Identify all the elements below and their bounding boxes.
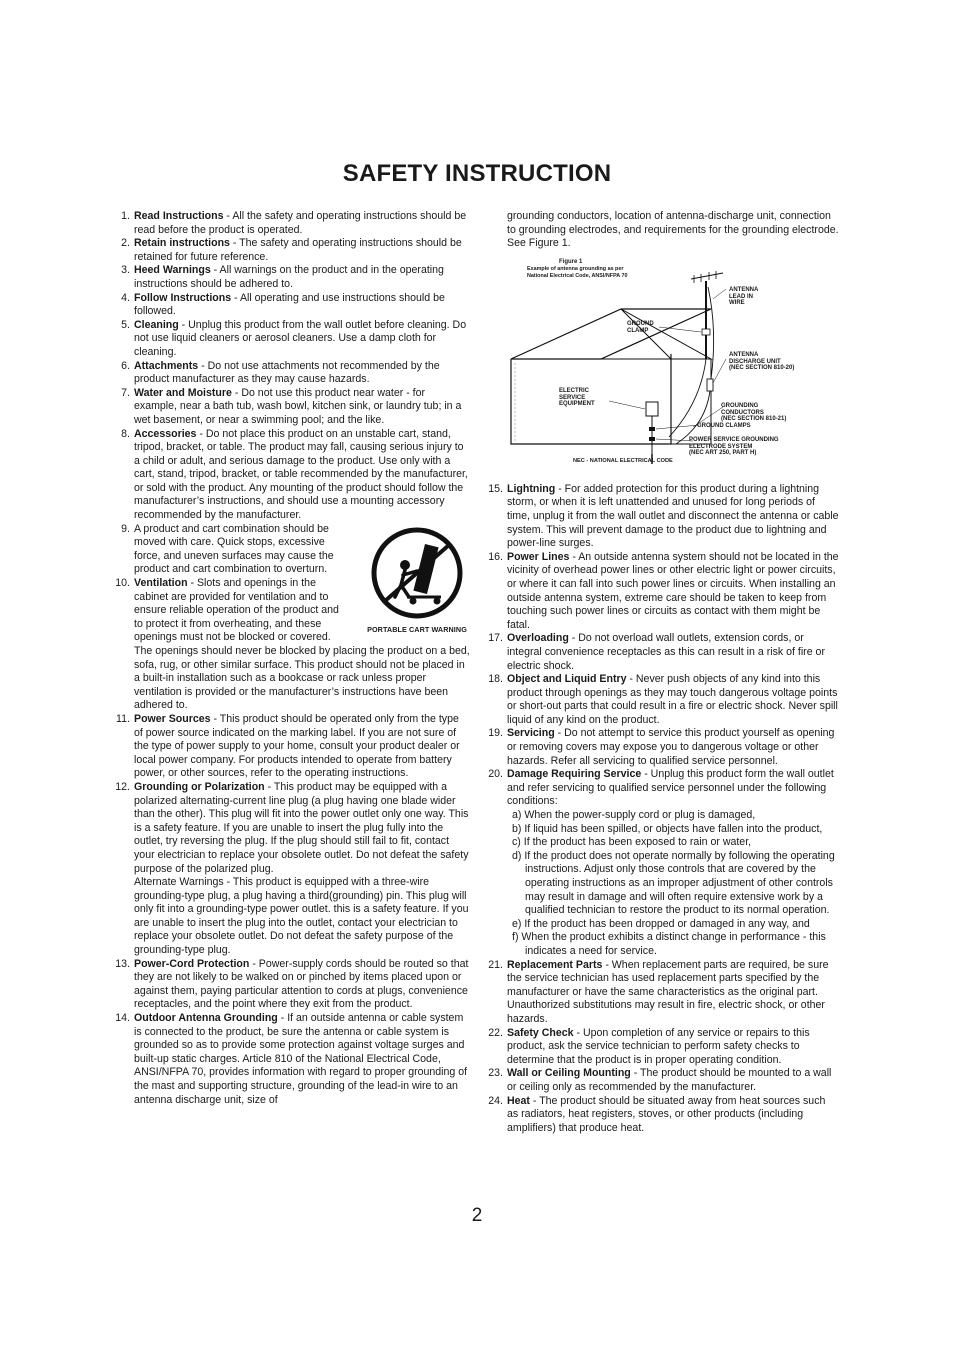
condition-item: b) If liquid has been spilled, or objects have fallen into the product, [512, 822, 823, 835]
label-discharge-unit: ANTENNA DISCHARGE UNIT (NEC SECTION 810-20) [729, 351, 795, 372]
label-ground-clamp: GROUND CLAMP [627, 320, 654, 334]
condition-item: f) When the product exhibits a distinct change in performance - this indicates a need for service. [512, 931, 826, 957]
label-nec: NEC - NATIONAL ELECTRICAL CODE [573, 457, 673, 464]
condition-item: a) When the power-supply cord or plug is damaged, [512, 809, 756, 822]
condition-item: d) If the product does not operate normally by following the operating instructions. Adjust only those controls that are covered by the operating instructions as an improper adjustment of other controls may result in damage and will often require extensive work by a qualified technician to restore the product to its normal operation. [512, 849, 835, 917]
label-electric-service: ELECTRIC SERVICE EQUIPMENT [559, 387, 595, 408]
instruction-item: 17. Overloading - Do not overload wall outlets, extension cords, or integral convenience receptacles as this can result in a risk of fire or electric shock. [488, 632, 825, 672]
instruction-item: 19. Servicing - Do not attempt to service this product yourself as opening or removing covers may expose you to dangerous voltage or other hazards. Refer all servicing to qualified service personnel. [488, 727, 835, 767]
instruction-item: 22. Safety Check - Upon completion of any service or repairs to this product, ask the service technician to perform safety checks to determine that the product is in proper operating condition. [488, 1026, 810, 1066]
instruction-item: 20. Damage Requiring Service - Unplug this product form the wall outlet and refer servicing to qualified service personnel under the following conditions: [488, 768, 834, 808]
instruction-item: 6. Attachments - Do not use attachments not recommended by the product manufacturer as they may cause hazards. [121, 359, 440, 386]
figure-subtitle: Example of antenna grounding as per National Electrical Code, ANSI/NFPA 70 [527, 265, 628, 279]
instruction-item: 21. Replacement Parts - When replacement parts are required, be sure the service technician has used replacement parts specified by the manufacturer or have the same characteristics as the original part. Unauthorized substitutions may result in fire, electric shock, or other hazards. [488, 958, 829, 1025]
condition-item: c) If the product has been exposed to rain or water, [512, 836, 752, 849]
alternate-warnings: Alternate Warnings - This product is equipped with a three-wire grounding-type plug, a plug having a third(grounding) pin. This plug will only fit into a grounding-type power outlet. this is a safety feature. If you are unable to insert the plug into the outlet, contact your electrician to replace your obsolete outlet. Do not defeat the safety purpose of the grounding-type plug. [134, 876, 469, 957]
label-lead-in: ANTENNA LEAD IN WIRE [729, 286, 759, 307]
instruction-item: 24. Heat - The product should be situated away from heat sources such as radiators, heat registers, stoves, or other products (including amplifiers) that produce heat. [488, 1094, 826, 1134]
instruction-item: 13. Power-Cord Protection - Power-supply cords should be routed so that they are not likely to be walked on or pinched by items placed upon or against them, paying particular attention to cords at plugs, convenience receptacles, and the point where they exit from the product. [115, 957, 469, 1011]
instruction-item: 9. A product and cart combination should be moved with care. Quick stops, excessive force, and uneven surfaces may cause the product and cart combination to overturn. [121, 522, 334, 576]
antenna-grounding-continued: grounding conductors, location of antenna-discharge unit, connection to grounding electrodes, and requirements for the grounding electrode. See Figure 1. [507, 210, 839, 250]
cart-caption: PORTABLE CART WARNING [367, 624, 467, 634]
right-column [483, 210, 839, 1135]
service-conditions [483, 809, 839, 959]
instruction-item: 16. Power Lines - An outside antenna system should not be located in the vicinity of overhead power lines or other electric light or power circuits, or where it can fall into such power lines or circuits. When installing an outside antenna system, extreme care should be taken to keep from touching such power lines or circuits as contact with them might be fatal. [488, 550, 839, 631]
condition-item: e) If the product has been dropped or damaged in any way, and [512, 917, 810, 930]
instruction-item: 7. Water and Moisture - Do not use this product near water - for example, near a bath tub, wash bowl, kitchen sink, or laundry tub; in a wet basement, or near a swimming pool; and the like. [121, 386, 462, 426]
left-column [110, 210, 470, 1107]
instruction-item: 15. Lightning - For added protection for this product during a lightning storm, or when it is left unattended and unused for long periods of time, unplug it from the wall outlet and disconnect the antenna or cable system. This will prevent damage to the product due to lightning and power-line surges. [488, 482, 839, 550]
antenna-grounding-figure [501, 259, 801, 475]
instruction-item: 1. Read Instructions - All the safety and operating instructions should be read before the product is operated. [121, 210, 467, 236]
instruction-item: 10. Ventilation - Slots and openings in the cabinet are provided for ventilation and to ensure reliable operation of the product and to protect it from overheating, and these openings must not be blocked or covered. The openings should never be blocked by placing the product on a bed, sofa, rug, or other similar surface. This product should not be placed in a built-in installation such as a bookcase or rack unless proper ventilation is provided or the manufacturer’s instructions have been adhered to. [115, 577, 470, 712]
label-electrode-system: POWER SERVICE GROUNDING ELECTRODE SYSTEM (NEC ART 250, PART H) [689, 436, 779, 457]
label-ground-clamps: GROUND CLAMPS [697, 422, 751, 429]
instruction-item: 2. Retain instructions - The safety and operating instructions should be retained for future reference. [121, 237, 462, 263]
instruction-item: 14. Outdoor Antenna Grounding - If an outside antenna or cable system is connected to the product, be sure the antenna or cable system is grounded so as to provide some protection against voltage surges and built-up static charges. Article 810 of the National Electrical Code, ANSI/NFPA 70, provides information with regard to proper grounding of the mast and supporting structure, grounding of the lead-in wire to an antenna discharge unit, size of [115, 1012, 468, 1106]
instruction-item: 5. Cleaning - Unplug this product from the wall outlet before cleaning. Do not use liquid cleaners or aerosol cleaners. Use a damp cloth for cleaning. [121, 318, 467, 358]
instruction-item: 23. Wall or Ceiling Mounting - The product should be mounted to a wall or ceiling only as recommended by the manufacturer. [488, 1067, 832, 1093]
instruction-item: 3. Heed Warnings - All warnings on the product and in the operating instructions should be adhered to. [121, 264, 444, 290]
instruction-item: 4. Follow Instructions - All operating and use instructions should be followed. [121, 291, 445, 318]
label-grounding-conductors: GROUNDING CONDUCTORS (NEC SECTION 810-21) [721, 402, 787, 423]
page-title: SAFETY INSTRUCTION [342, 160, 612, 187]
instruction-item: 12. Grounding or Polarization - This product may be equipped with a polarized alternating-current line plug (a plug having one blade wider than the other). This plug will fit into the power outlet only one way. This is a safety feature. If you are unable to insert the plug fully into the outlet, try reversing the plug. If the plug should still fail to fit, contact your electrician to replace your obsolete outlet. Do not defeat the safety purpose of the polarized plug. [115, 780, 469, 875]
figure-title: Figure 1 [559, 258, 583, 265]
instruction-item: 18. Object and Liquid Entry - Never push objects of any kind into this product through openings as they may touch dangerous voltage points or short-out parts that could result in a fire or electric shock. Never spill liquid of any kind on the product. [488, 673, 838, 726]
instruction-item: 11. Power Sources - This product should be operated only from the type of power source indicated on the marking label. If you are not sure of the type of power supply to your home, consult your product dealer or local power company. For products intended to operate from battery power, or other sources, refer to the operating instructions. [116, 712, 460, 780]
instruction-item: 8. Accessories - Do not place this product on an unstable cart, stand, tripod, bracket, or table. The product may fall, causing serious injury to a child or adult, and serious damage to the product. Use only with a cart, stand, tripod, bracket, or table recommended by the manufacturer, or sold with the product. Any mounting of the product should follow the manufacturer’s instructions, and should use a mounting accessory recommended by the manufacturer. [121, 427, 468, 522]
page-number: 2 [471, 1205, 483, 1226]
